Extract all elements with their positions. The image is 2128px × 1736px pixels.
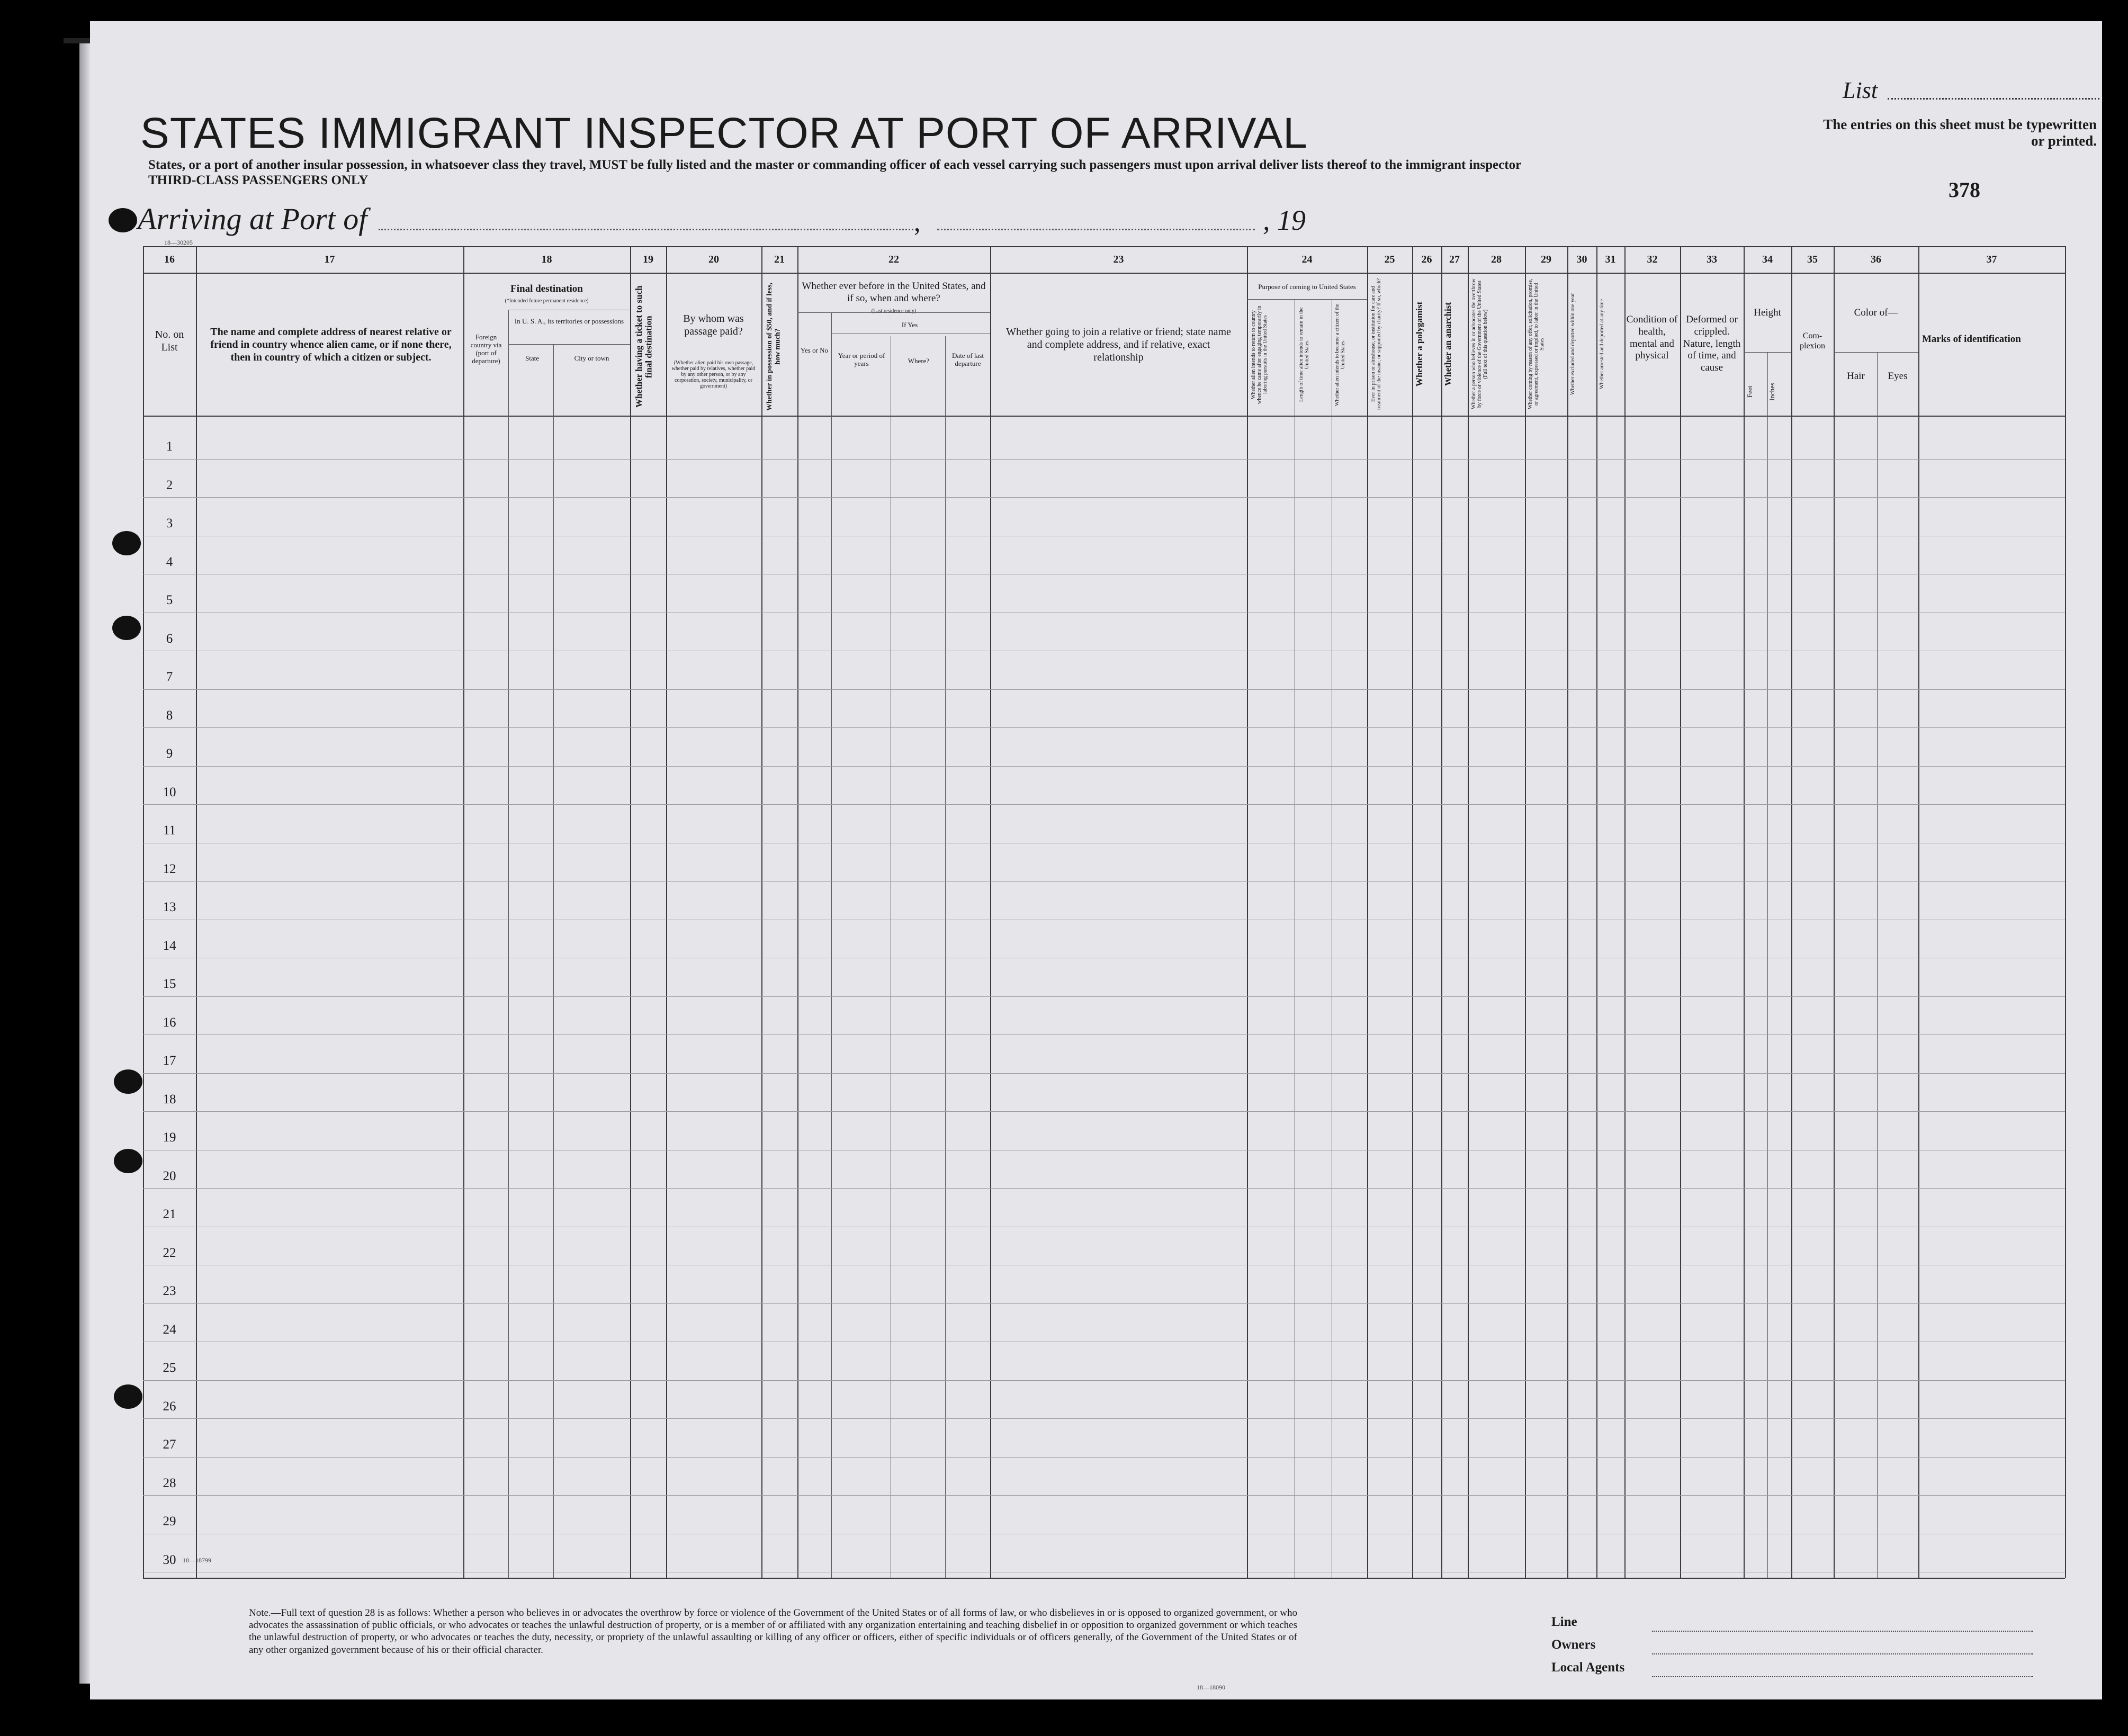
table-row[interactable] [143, 497, 2065, 498]
header-final-destination-note: (*Intended future permanent residence) [505, 298, 589, 304]
header-state: State [525, 354, 539, 362]
local-agents-field[interactable] [1652, 1676, 2033, 1677]
row-number: 19 [163, 1130, 176, 1145]
binding-hole [109, 208, 137, 232]
column-rule [1624, 246, 1626, 1578]
row-number: 7 [166, 670, 173, 684]
row-number: 3 [166, 516, 173, 530]
column-rule [761, 246, 762, 1578]
column-number: 29 [1541, 254, 1551, 265]
column-rule [1441, 246, 1442, 1578]
header-year-period: Year or period of years [838, 352, 885, 367]
header-rule [508, 344, 630, 345]
column-number: 37 [1986, 254, 1997, 265]
manifest-sheet [90, 21, 2102, 1699]
header-if-yes: If Yes [901, 321, 918, 329]
row-number: 22 [163, 1245, 176, 1260]
column-rule [1680, 246, 1681, 1578]
row-number: 25 [163, 1361, 176, 1375]
column-rule [666, 246, 667, 1578]
column-number: 27 [1449, 254, 1460, 265]
column-number: 33 [1707, 254, 1717, 265]
header-prison: Ever in prison or almshouse, or institution for care and treatment of the insane, or supported by charity? If so, which? [1370, 278, 1382, 410]
header-purpose-c: Whether alien intends to become a citizen of the United States [1334, 303, 1346, 406]
sub-column-rule [831, 312, 832, 1578]
manifest-table [143, 239, 2065, 1578]
sub-column-rule [945, 336, 946, 1578]
binding-hole [112, 531, 141, 555]
header-rule [1834, 352, 1918, 353]
footnote-question-28: Note.—Full text of question 28 is as follows: Whether a person who believes in or advocates the overthrow by force or violence of the Government of the United States or of all forms of law, or who disbelieves in or is opposed to organized government, or who advocates the assassination of public officials, or who advocates or teaches the unlawful destruction of property, or is a member of or affiliated with any organization entertaining and teaching disbelief in or opposition to organized government or which teaches the unlawful destruction of property, or who advocates or teaches the duty, necessity, or propriety of the unlawful assaulting or killing of any officer or officers, either of specific individuals or of officers generally, of the Government of the United States or of any other organized government because of his or their official character. [249, 1607, 1297, 1656]
table-row[interactable] [143, 459, 2065, 460]
row-number: 27 [163, 1437, 176, 1452]
row-number: 24 [163, 1322, 176, 1337]
header-foreign-country: Foreign country via (port of departure) [470, 333, 502, 365]
list-number-field[interactable] [1888, 98, 2099, 100]
form-code-top: 18—30205 [164, 239, 193, 246]
binding-hole [112, 616, 141, 640]
table-rule [143, 246, 2065, 247]
table-rule [143, 273, 2065, 274]
table-row[interactable] [143, 1188, 2065, 1189]
date-field[interactable] [937, 229, 1255, 230]
table-row[interactable] [143, 1418, 2065, 1419]
column-number: 24 [1301, 254, 1313, 265]
header-in-usa: In U. S. A., its territories or possessions [514, 317, 624, 325]
column-number: 19 [643, 254, 653, 265]
header-inches: Inches [1768, 383, 1776, 401]
header-rule [1744, 352, 1791, 353]
table-rule [143, 416, 2065, 417]
column-number: 31 [1605, 254, 1616, 265]
column-number: 34 [1762, 254, 1773, 265]
class-note: THIRD-CLASS PASSENGERS ONLY [148, 173, 369, 187]
page-title: STATES IMMIGRANT INSPECTOR AT PORT OF ARRIVAL [140, 109, 1308, 157]
sheet-number: 378 [1949, 178, 1980, 202]
row-number: 4 [166, 554, 173, 569]
row-number: 9 [166, 746, 173, 761]
column-number: 22 [888, 254, 899, 265]
table-row[interactable] [143, 689, 2065, 690]
column-number: 16 [164, 254, 175, 265]
line-label: Line [1551, 1615, 1577, 1629]
header-passage-note: (Whether alien paid his own passage, whether paid by relatives, whether paid by any other person, or by any corporation, society, municipality, or government) [671, 360, 756, 389]
binding-hole [114, 1149, 142, 1173]
header-overthrow: Whether a person who believes in or advocates the overthrow by force or violence of the Government of the United States (Full text of this question below) [1471, 278, 1488, 410]
owners-field[interactable] [1652, 1653, 2033, 1654]
row-number: 6 [166, 631, 173, 646]
header-eyes: Eyes [1888, 371, 1908, 382]
owners-label: Owners [1551, 1638, 1596, 1652]
line-field[interactable] [1652, 1631, 2033, 1632]
column-rule [1525, 246, 1526, 1578]
table-row[interactable] [143, 727, 2065, 728]
row-number: 15 [163, 977, 176, 991]
row-number: 16 [163, 1015, 176, 1030]
row-number: 13 [163, 900, 176, 914]
table-row[interactable] [143, 996, 2065, 997]
header-purpose-b: Length of time alien intends to remain in the United States [1298, 307, 1310, 402]
column-rule [797, 246, 798, 1578]
row-number: 1 [166, 439, 173, 454]
column-rule [463, 246, 464, 1578]
column-number: 17 [324, 254, 335, 265]
form-code-footer: 18—18090 [1197, 1684, 1225, 1691]
header-city: City or town [574, 354, 609, 362]
header-ticket: Whether having a ticket to such final destination [634, 285, 654, 408]
row-number: 18 [163, 1092, 176, 1107]
table-row[interactable] [143, 1380, 2065, 1381]
table-row[interactable] [143, 804, 2065, 805]
column-rule [196, 246, 197, 1578]
column-rule [1468, 246, 1469, 1578]
header-going-to-join: Whether going to join a relative or friend; state name and complete address, and if relative, exact relationship [1006, 326, 1231, 363]
header-deformed: Deformed or crippled. Nature, length of time, and cause [1683, 314, 1741, 374]
column-rule [990, 246, 991, 1578]
header-labor-offer: Whether coming by reason of any offer, solicitation, promise, or agreement, expressed or implied, to labor in the United States [1528, 278, 1545, 410]
column-number: 20 [708, 254, 719, 265]
row-number: 12 [163, 861, 176, 876]
header-excluded: Whether excluded and deported within one year [1570, 293, 1576, 395]
column-number: 21 [774, 254, 785, 265]
binding-hole [114, 1069, 142, 1094]
header-polygamist: Whether a polygamist [1414, 301, 1424, 387]
row-number: 10 [163, 785, 176, 799]
header-color-of: Color of— [1854, 307, 1898, 318]
column-rule [1567, 246, 1568, 1578]
list-label: List [1843, 77, 1878, 103]
header-condition: Condition of health, mental and physical [1626, 314, 1678, 362]
header-yes-or-no: Yes or No [800, 346, 829, 354]
row-number: 29 [163, 1514, 176, 1528]
table-row[interactable] [143, 881, 2065, 882]
header-final-destination: Final destination [510, 283, 583, 294]
row-number: 8 [166, 708, 173, 723]
row-number: 5 [166, 593, 173, 607]
binding-hole [114, 1384, 142, 1409]
table-rule [143, 1578, 2065, 1579]
table-row[interactable] [143, 1457, 2065, 1458]
header-date-departure: Date of last departure [952, 352, 984, 367]
column-rule [2065, 246, 2066, 1578]
row-number: 21 [163, 1207, 176, 1221]
header-arrested: Whether arrested and deported at any time [1599, 299, 1605, 389]
header-hair: Hair [1847, 371, 1865, 382]
table-row[interactable] [143, 1111, 2065, 1112]
column-rule [1834, 246, 1835, 1578]
row-number: 20 [163, 1168, 176, 1183]
header-marks: Marks of identification [1922, 334, 2021, 345]
header-rule [797, 312, 990, 313]
form-code-bottom: 18—18799 [183, 1557, 211, 1564]
column-number: 26 [1421, 254, 1432, 265]
table-row[interactable] [143, 1303, 2065, 1304]
arriving-label: Arriving at Port of [138, 202, 367, 236]
header-feet: Feet [1746, 385, 1754, 398]
row-number: 30 [163, 1552, 176, 1567]
row-number: 23 [163, 1284, 176, 1298]
row-number: 17 [163, 1054, 176, 1068]
header-fifty-dollars: Whether in possession of $50, and if less, how much? [766, 282, 782, 411]
table-row[interactable] [143, 1073, 2065, 1074]
row-number: 14 [163, 938, 176, 953]
header-anarchist: Whether an anarchist [1443, 302, 1453, 386]
column-number: 30 [1576, 254, 1587, 265]
column-number: 32 [1647, 254, 1658, 265]
column-rule [1918, 246, 1919, 1578]
header-purpose-a: Whether alien intends to return to country whence he came after engaging temporarily in laboring pursuits in the United States [1251, 305, 1268, 404]
column-rule [1412, 246, 1413, 1578]
column-number: 25 [1384, 254, 1395, 265]
header-where: Where? [908, 357, 930, 365]
header-no-on-list: No. on List [155, 329, 184, 353]
table-row[interactable] [143, 1495, 2065, 1496]
column-number: 28 [1491, 254, 1502, 265]
sub-column-rule [508, 310, 509, 1578]
subtitle: States, or a port of another insular possession, in whatsoever class they travel, MUST be fully listed and the master or commanding officer of each vessel carrying such passengers must upon arrival deliver lists thereof to the immigrant inspector [148, 158, 1522, 172]
header-nearest-relative: The name and complete address of nearest relative or friend in country whence alien came, or if none there, then in country of which a citizen or subject. [210, 326, 452, 363]
header-last-residence: (Last residence only) [871, 308, 917, 314]
entries-note: The entries on this sheet must be typewritten or printed. [1823, 116, 2097, 149]
sub-column-rule [553, 344, 554, 1578]
column-rule [1791, 246, 1792, 1578]
column-number: 36 [1871, 254, 1881, 265]
header-purpose: Purpose of coming to United States [1258, 283, 1356, 291]
header-ever-in-us: Whether ever before in the United States, and if so, when and where? [802, 281, 986, 304]
comma-separator: , [914, 207, 921, 237]
column-rule [1744, 246, 1745, 1578]
column-rule [1367, 246, 1368, 1578]
row-number: 2 [166, 478, 173, 492]
header-passage-paid: By whom was passage paid? [683, 313, 744, 337]
port-field[interactable] [379, 229, 913, 230]
column-rule [1247, 246, 1248, 1578]
header-rule [1247, 299, 1367, 300]
column-rule [1596, 246, 1597, 1578]
column-number: 23 [1113, 254, 1124, 265]
header-complexion: Com-plexion [1800, 331, 1825, 351]
column-number: 18 [541, 254, 552, 265]
row-number: 28 [163, 1476, 176, 1490]
row-number: 11 [163, 823, 176, 838]
year-label: , 19 [1263, 204, 1306, 236]
table-row[interactable] [143, 766, 2065, 767]
header-height: Height [1754, 307, 1781, 318]
row-number: 26 [163, 1399, 176, 1414]
column-rule [630, 246, 631, 1578]
local-agents-label: Local Agents [1551, 1660, 1625, 1675]
column-number: 35 [1807, 254, 1818, 265]
